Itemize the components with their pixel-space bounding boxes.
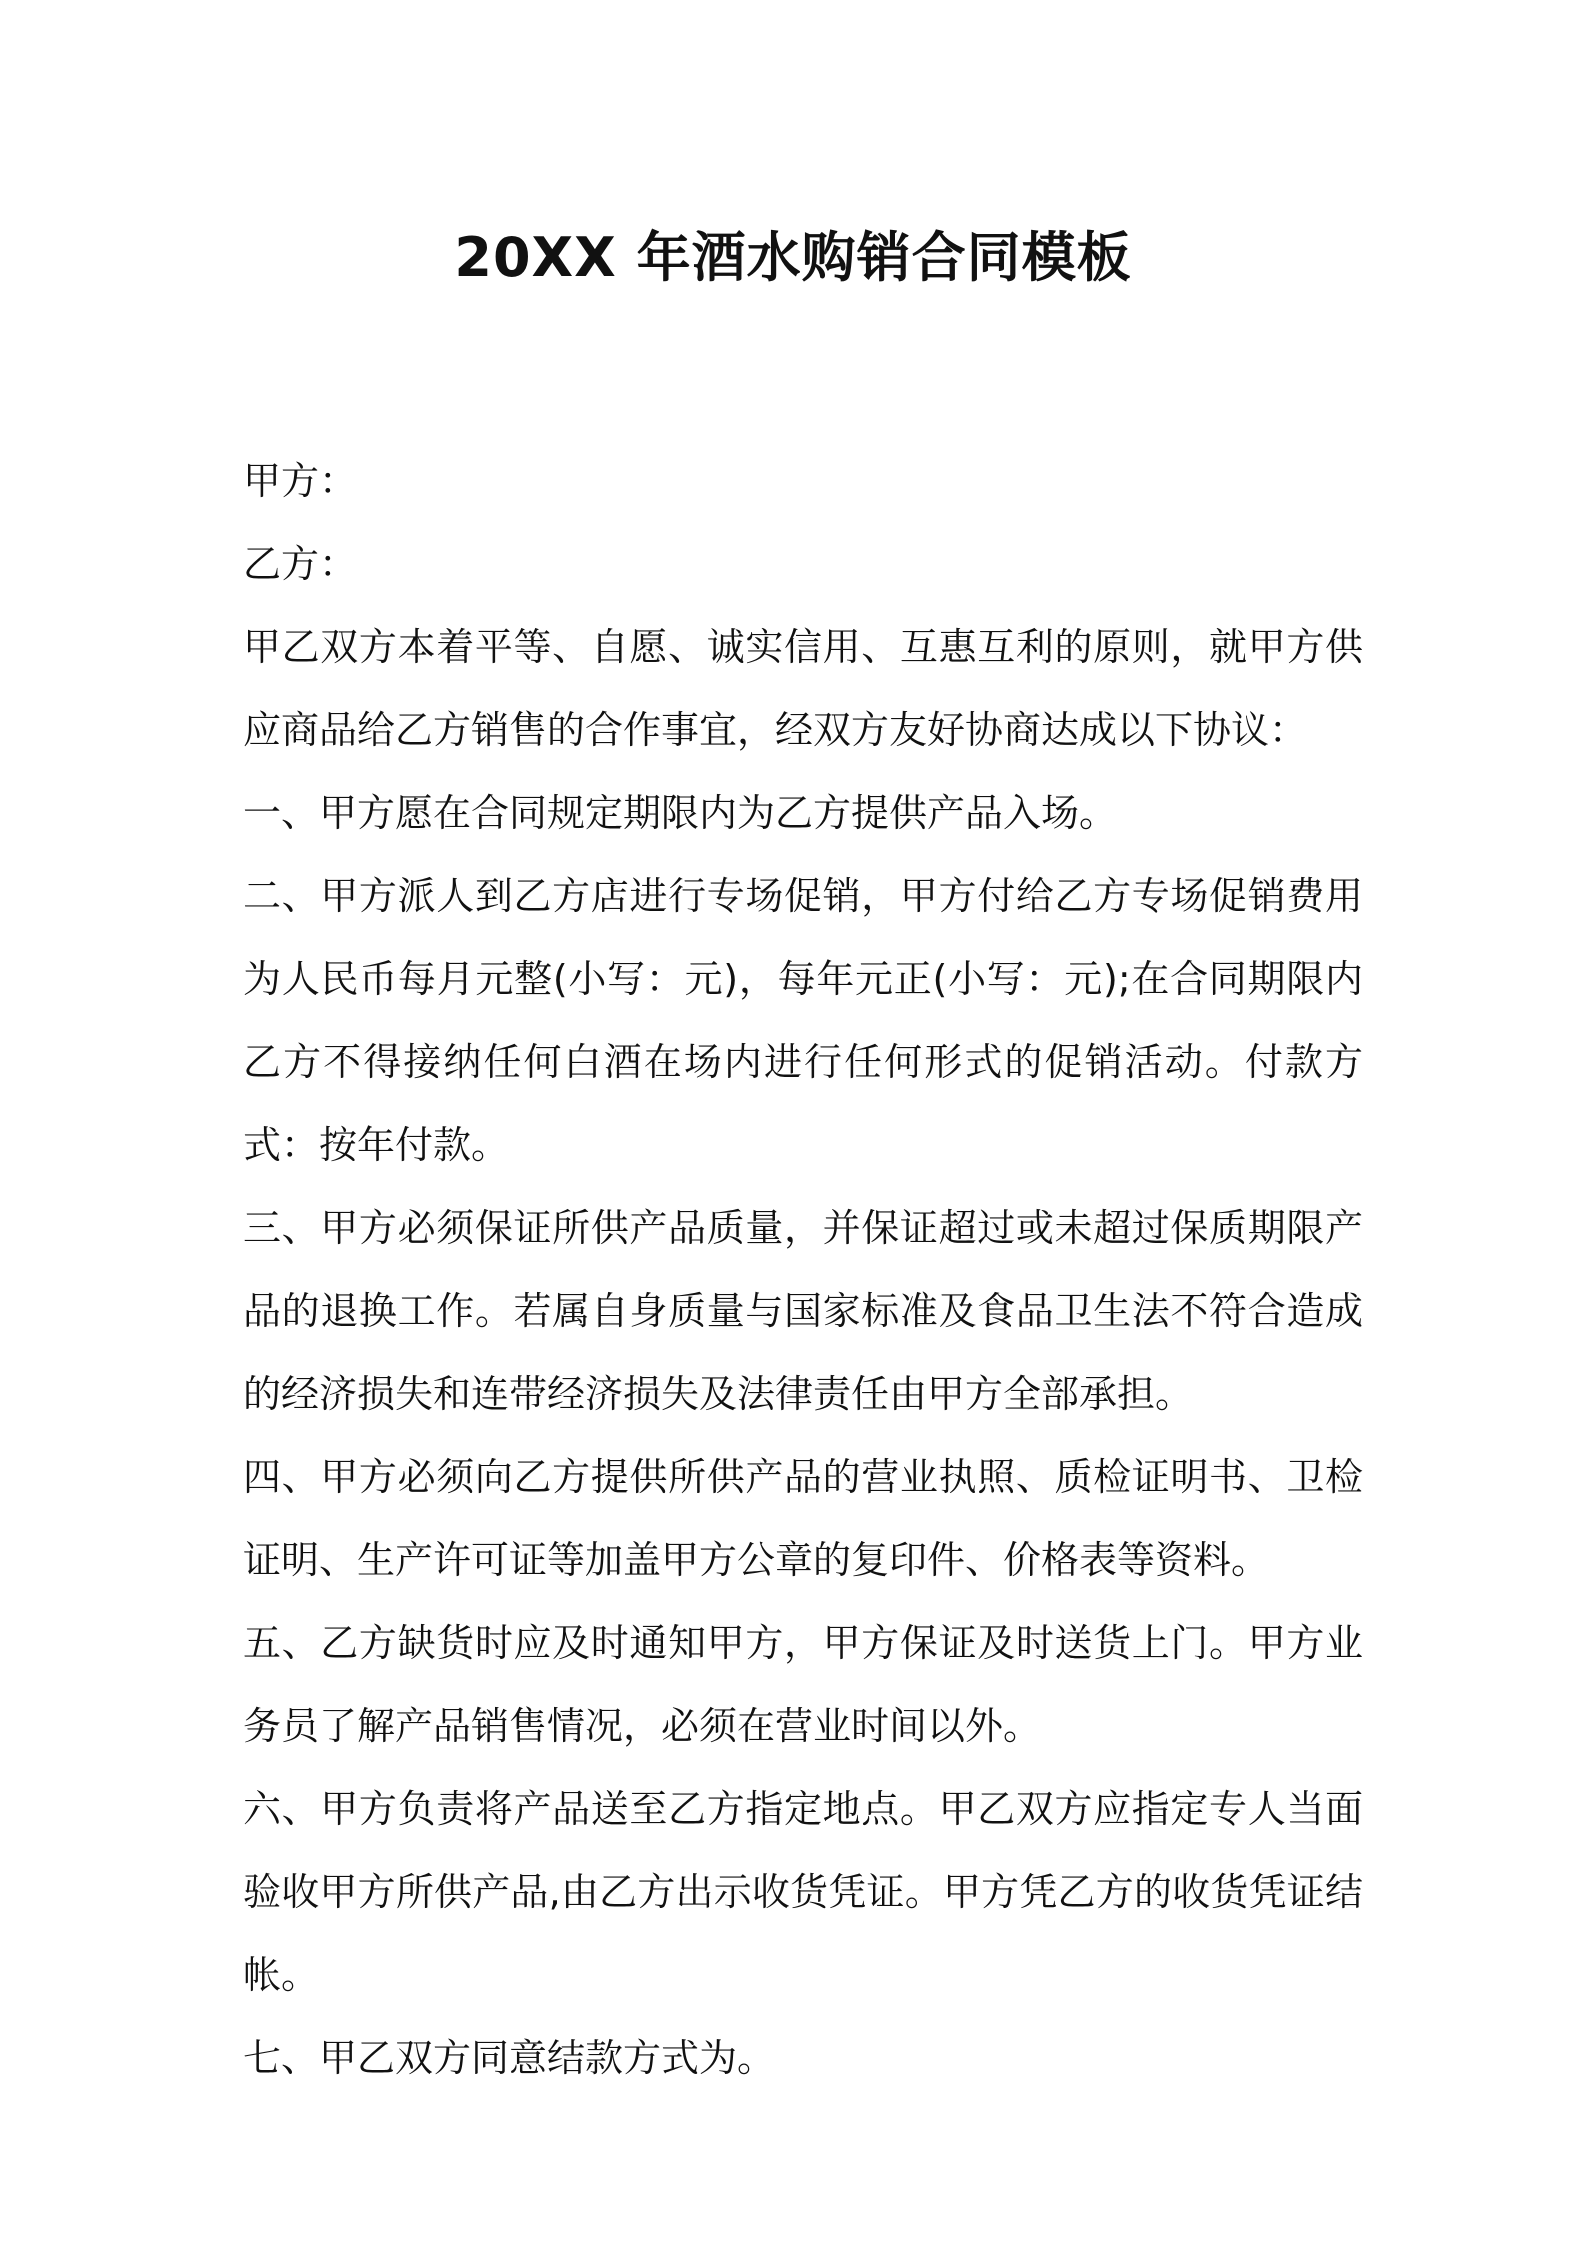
document-body xyxy=(243,440,1363,2100)
clause-6: 六、甲方负责将产品送至乙方指定地点。甲乙双方应指定专人当面验收甲方所供产品,由乙方出示收货凭证。甲方凭乙方的收货凭证结帐。 xyxy=(243,1787,1363,1997)
clause-3: 三、甲方必须保证所供产品质量，并保证超过或未超过保质期限产品的退换工作。若属自身质量与国家标准及食品卫生法不符合造成的经济损失和连带经济损失及法律责任由甲方全部承担。 xyxy=(243,1206,1363,1416)
clause-5: 五、乙方缺货时应及时通知甲方，甲方保证及时送货上门。甲方业务员了解产品销售情况，必须在营业时间以外。 xyxy=(243,1621,1363,1748)
party-b-line: 乙方： xyxy=(243,542,358,586)
document-title: 20XX 年酒水购销合同模板 xyxy=(454,226,1132,289)
clause-7: 七、甲乙双方同意结款方式为。 xyxy=(243,2036,776,2080)
clause-2: 二、甲方派人到乙方店进行专场促销，甲方付给乙方专场促销费用为人民币每月元整(小写：元)，每年元正(小写：元);在合同期限内乙方不得接纳任何白酒在场内进行任何形式的促销活动。付款方式：按年付款。 xyxy=(243,874,1363,1167)
party-a-line: 甲方： xyxy=(243,459,358,503)
clause-4: 四、甲方必须向乙方提供所供产品的营业执照、质检证明书、卫检证明、生产许可证等加盖甲方公章的复印件、价格表等资料。 xyxy=(243,1455,1363,1582)
intro-paragraph: 甲乙双方本着平等、自愿、诚实信用、互惠互利的原则，就甲方供应商品给乙方销售的合作事宜，经双方友好协商达成以下协议： xyxy=(243,625,1363,752)
clause-1: 一、甲方愿在合同规定期限内为乙方提供产品入场。 xyxy=(243,791,1118,835)
